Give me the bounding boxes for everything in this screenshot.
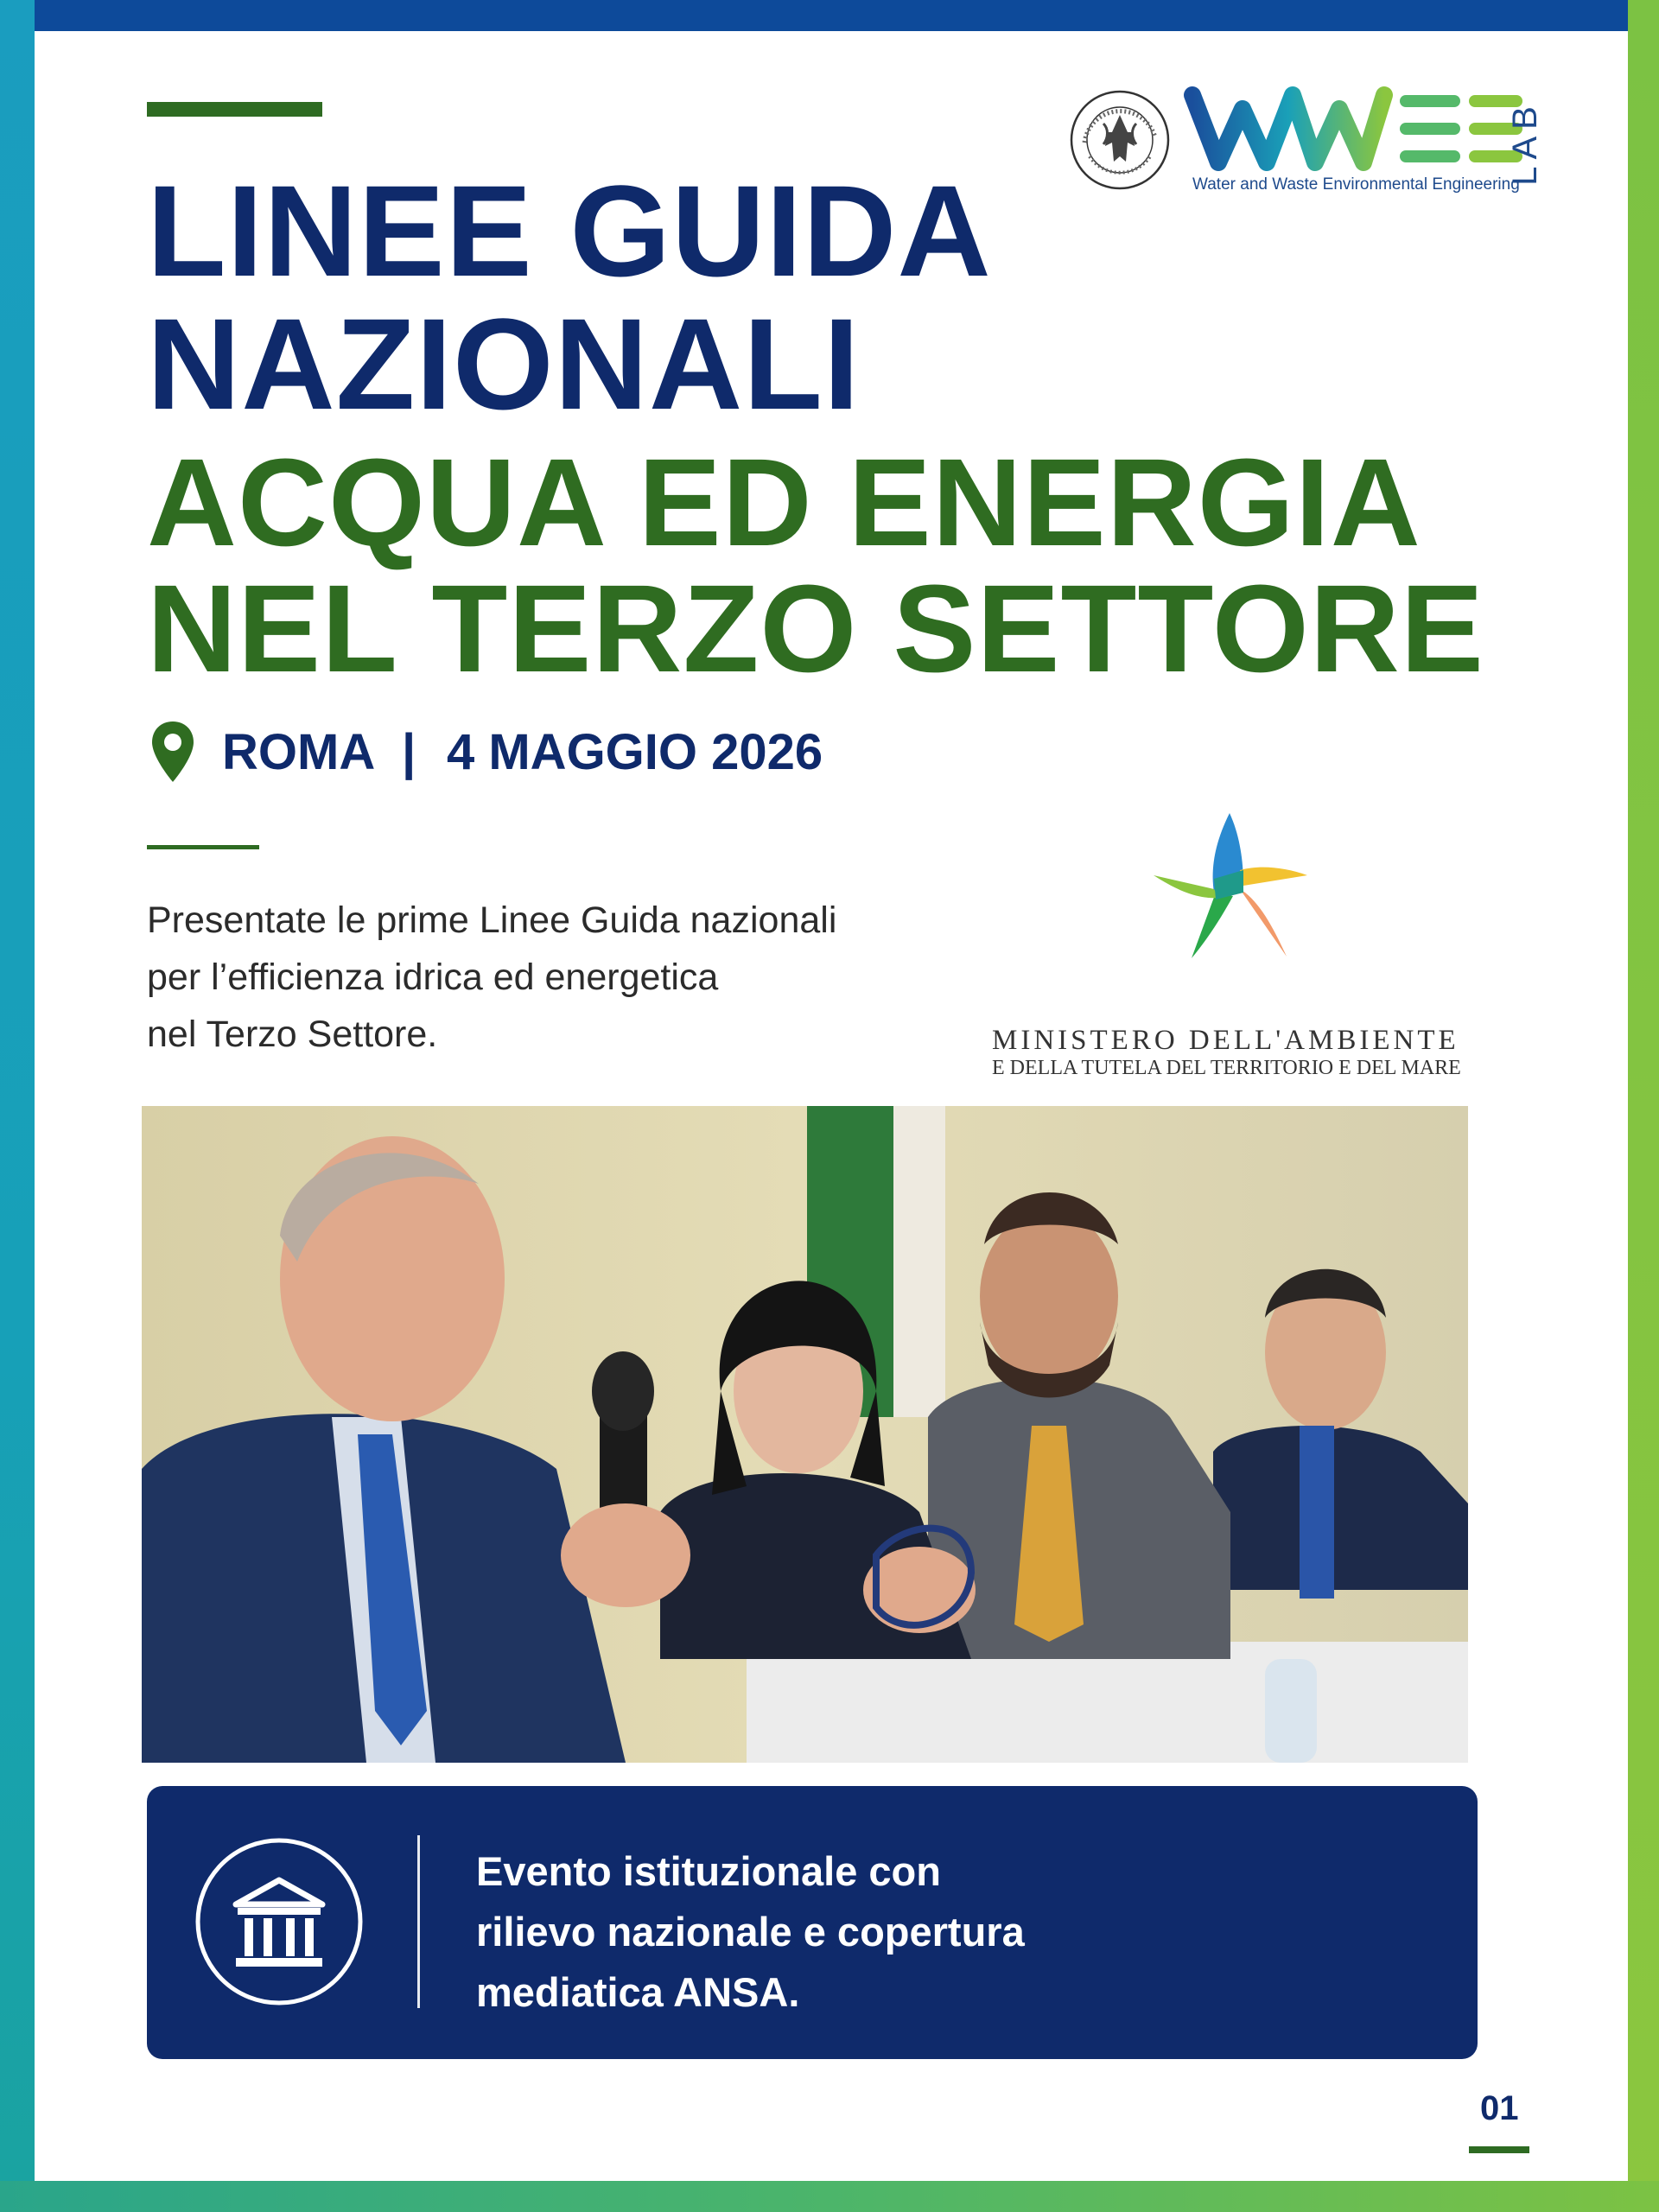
frame-right-border [1628,0,1659,2212]
title-line-1: LINEE GUIDA [147,158,992,303]
frame-top-border [35,0,1628,31]
banner-line: Evento istituzionale con [476,1848,941,1894]
ministry-name-line-1: MINISTERO DELL'AMBIENTE [992,1025,1459,1056]
description-accent-bar [147,845,259,849]
frame-left-border [0,0,35,2212]
event-date: 4 MAGGIO 2026 [447,724,823,780]
ministry-star-logo [1154,810,1309,965]
lab-vertical-text [1506,86,1562,199]
banner-text [476,1841,1025,2023]
university-seal-logo [1069,89,1171,191]
location-pin-icon [149,720,196,784]
title-accent-bar [147,102,322,117]
page-number: 01 [1480,2089,1519,2127]
subtitle-line-2: NEL TERZO SETTORE [147,559,1484,698]
description-line: per l’efficienza idrica ed energetica [147,957,719,998]
description-line: nel Terzo Settore. [147,1014,438,1055]
banner-line: rilievo nazionale e copertura [476,1909,1025,1955]
title-line-2: NAZIONALI [147,291,861,436]
svg-text:LAB: LAB [1506,99,1544,186]
wwee-tagline: Water and Waste Environmental Engineering [1192,175,1520,194]
subtitle-line-1: ACQUA ED ENERGIA [147,433,1421,572]
frame-bottom-border [0,2181,1659,2212]
ministry-name-line-2: E DELLA TUTELA DEL TERRITORIO E DEL MARE [992,1057,1461,1079]
press-conference-photo [142,1106,1468,1763]
banner-divider [417,1835,420,2008]
banner-line: mediatica ANSA. [476,1969,800,2015]
event-city: ROMA [222,724,376,780]
description-line: Presentate le prime Linee Guida nazionali [147,899,837,941]
institution-icon [193,1835,365,2008]
page-number-underline [1469,2146,1529,2153]
institutional-event-banner [147,1786,1478,2059]
event-separator: | [402,724,416,780]
description-text [147,892,976,1063]
